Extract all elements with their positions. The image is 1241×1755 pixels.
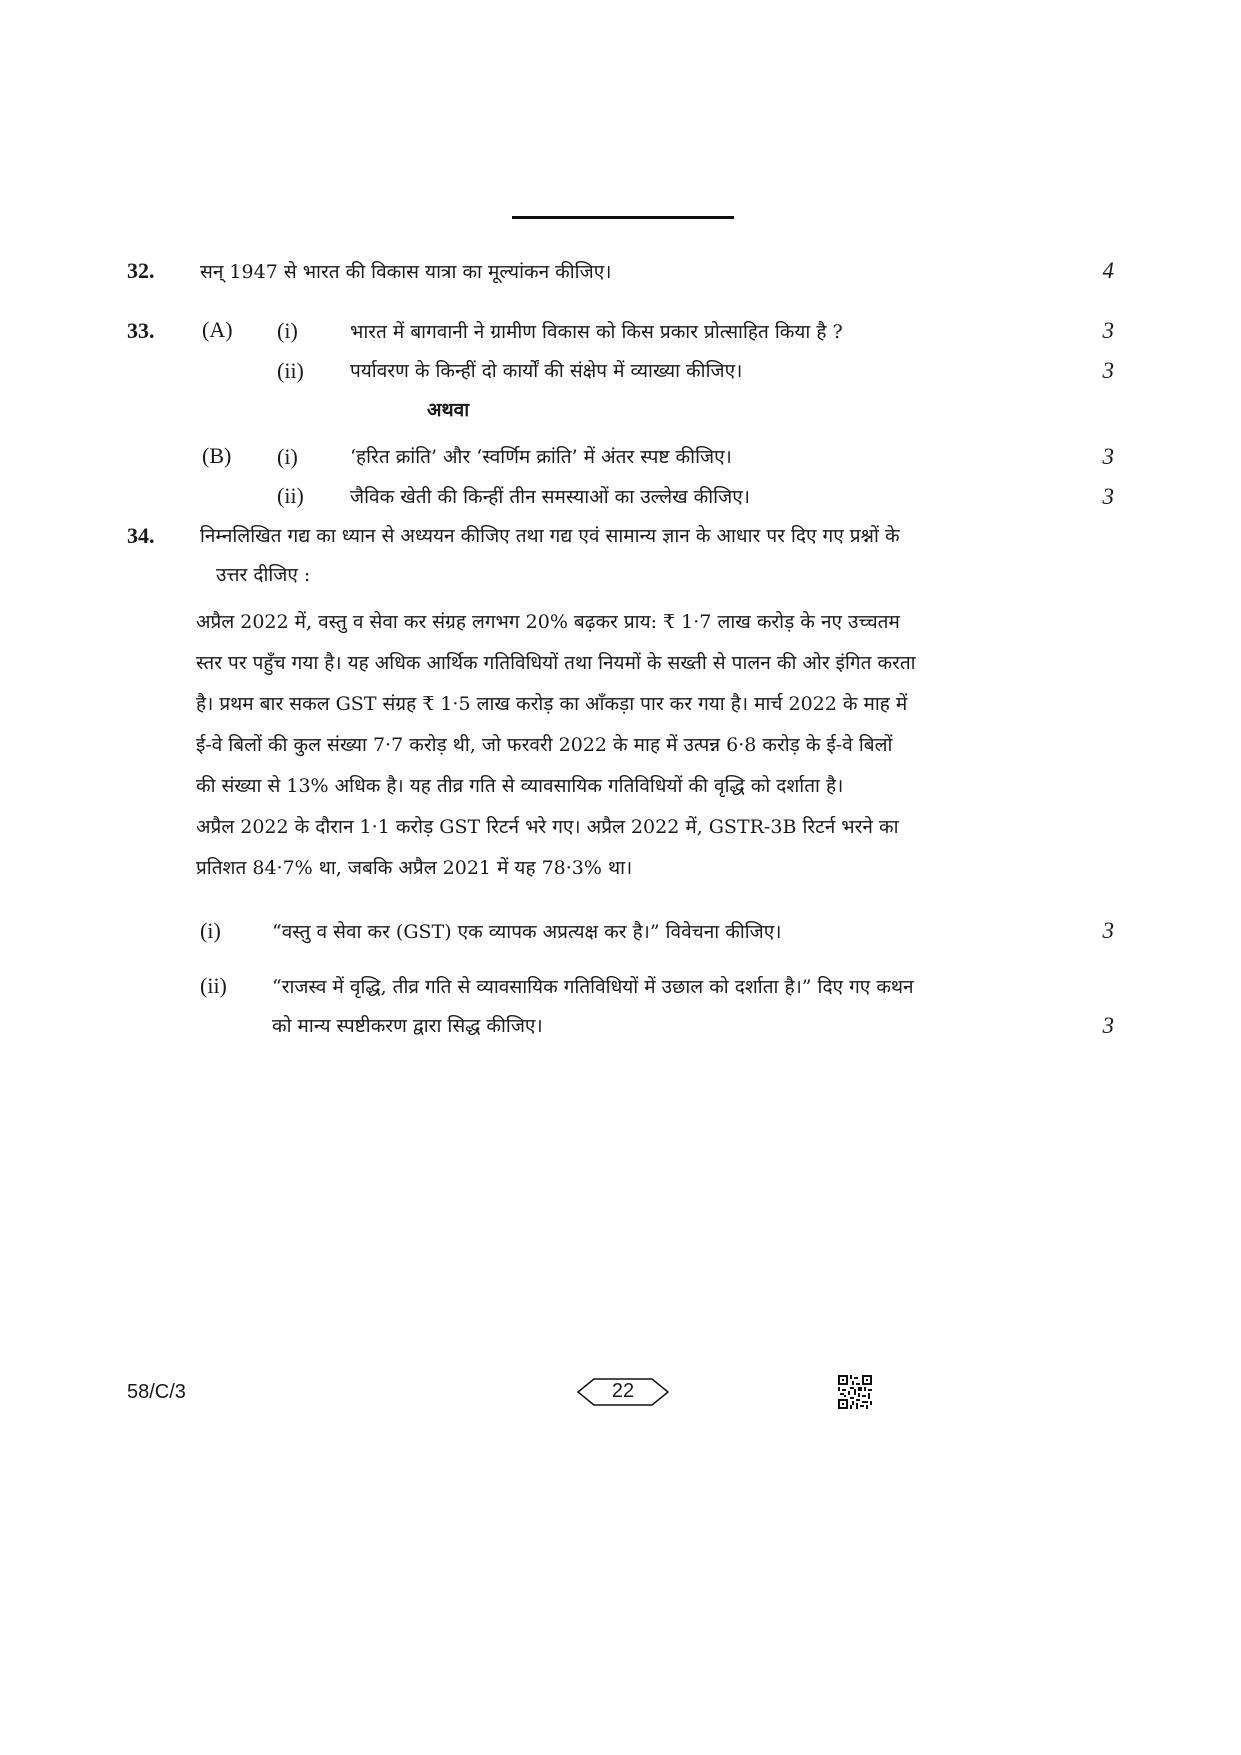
question-32-marks: 4 [1102,258,1114,283]
option-b-ii-text: जैविक खेती की किन्हीं तीन समस्याओं का उल्लेख कीजिए। [350,486,750,508]
passage-line: की संख्या से 13% अधिक है। यह तीव्र गति से व्यावसायिक गतिविधियों की वृद्धि को दर्शाता है। [196,775,844,797]
passage-line: प्रतिशत 84·7% था, जबकि अप्रैल 2021 में यह 78·3% था। [196,857,633,879]
question-34-number: 34. [127,523,155,548]
question-34-intro-line2: उत्तर दीजिए : [216,564,311,586]
question-34-i-text: “वस्तु व सेवा कर (GST) एक व्यापक अप्रत्यक्ष कर है।” विवेचना कीजिए। [272,921,782,943]
passage-line: ई-वे बिलों की कुल संख्या 7·7 करोड़ थी, जो फरवरी 2022 के माह में उत्पन्न 6·8 करोड़ के ई-वे बिलों [196,734,893,756]
option-a-i-text: भारत में बागवानी ने ग्रामीण विकास को किस प्रकार प्रोत्साहित किया है ? [350,321,843,343]
option-a-i-label: (i) [277,318,298,343]
question-32-text: सन् 1947 से भारत की विकास यात्रा का मूल्यांकन कीजिए। [200,261,612,283]
question-32-number: 32. [127,258,155,283]
option-b-i-text: ‘हरित क्रांति’ और ‘स्वर्णिम क्रांति’ में अंतर स्पष्ट कीजिए। [350,446,732,468]
passage-line: अप्रैल 2022 में, वस्तु व सेवा कर संग्रह लगभग 20% बढ़कर प्राय: ₹ 1·7 लाख करोड़ के नए उच्चतम [196,611,900,633]
question-34-ii-marks: 3 [1102,1013,1114,1038]
option-b-label: (B) [202,443,232,468]
option-a-i-marks: 3 [1102,318,1114,343]
option-a-ii-marks: 3 [1102,358,1114,383]
top-divider [512,216,734,219]
option-a-ii-label: (ii) [277,358,304,383]
question-33-number: 33. [127,318,155,343]
or-separator: अथवा [427,399,470,421]
question-34-ii-label: (ii) [200,973,227,998]
qr-code-icon [838,1375,872,1409]
option-b-i-label: (i) [277,444,298,469]
option-b-ii-marks: 3 [1102,484,1114,509]
passage-line: स्तर पर पहुँच गया है। यह अधिक आर्थिक गतिविधियों तथा नियमों के सख्ती से पालन की ओर इंगित करता [196,652,916,674]
option-b-ii-label: (ii) [277,483,304,508]
question-34-ii-text-line2: को मान्य स्पष्टीकरण द्वारा सिद्ध कीजिए। [272,1015,543,1037]
passage-line: है। प्रथम बार सकल GST संग्रह ₹ 1·5 लाख करोड़ का आँकड़ा पार कर गया है। मार्च 2022 के माह में [196,693,908,715]
question-34-i-label: (i) [200,918,221,943]
option-a-label: (A) [202,317,233,342]
question-34-i-marks: 3 [1102,918,1114,943]
page-number-badge [576,1377,670,1407]
option-a-ii-text: पर्यावरण के किन्हीं दो कार्यों की संक्षेप में व्याख्या कीजिए। [350,360,743,382]
question-34-ii-text-line1: “राजस्व में वृद्धि, तीव्र गति से व्यावसायिक गतिविधियों में उछाल को दर्शाता है।” दिए गए कथन [272,976,914,998]
question-34-intro-line1: निम्नलिखित गद्य का ध्यान से अध्ययन कीजिए तथा गद्य एवं सामान्य ज्ञान के आधार पर दिए गए प्रश्नों के [200,525,900,547]
paper-code: 58/C/3 [127,1381,186,1403]
option-b-i-marks: 3 [1102,444,1114,469]
page-number: 22 [611,1380,635,1402]
question-34-passage [196,602,1066,889]
passage-line: अप्रैल 2022 के दौरान 1·1 करोड़ GST रिटर्न भरे गए। अप्रैल 2022 में, GSTR-3B रिटर्न भरने का [196,816,899,838]
